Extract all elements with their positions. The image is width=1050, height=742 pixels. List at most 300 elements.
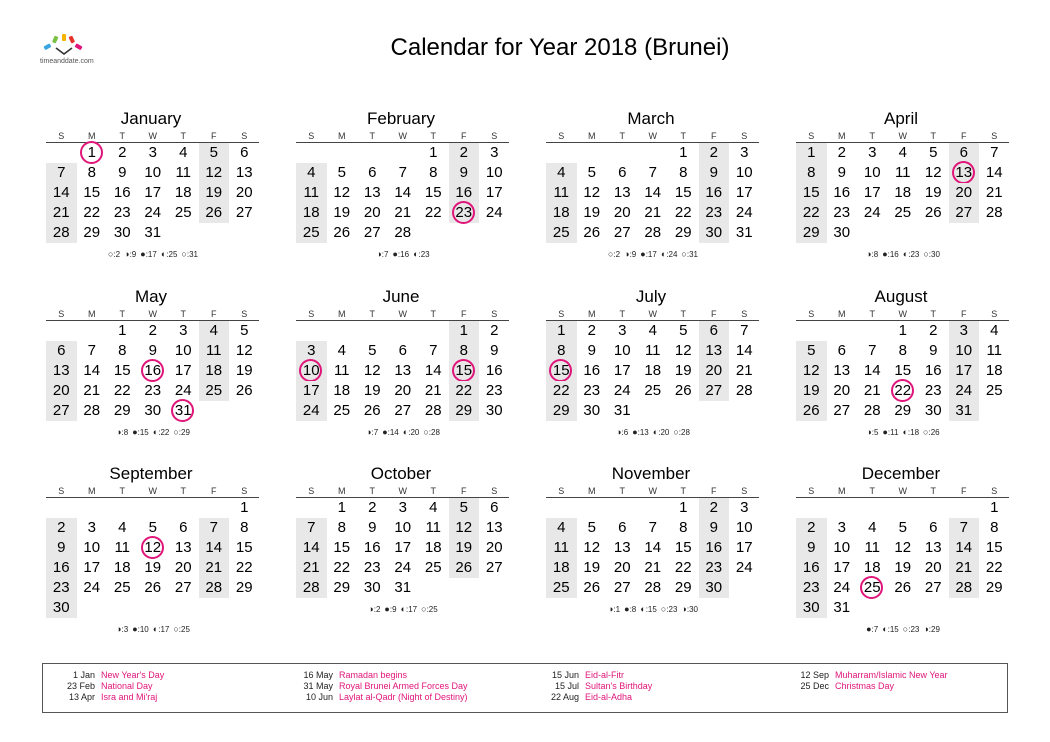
holiday-date: 16 May	[303, 670, 333, 680]
day-cell: 26	[363, 402, 381, 419]
moon-phase-icon: ◑	[624, 249, 630, 259]
day-cell: 10	[485, 164, 503, 181]
day-cell: 27	[46, 401, 77, 421]
month-name: November	[611, 464, 691, 483]
day-cell: 8	[546, 341, 577, 361]
moon-phase-icon: ○	[423, 427, 429, 437]
day-cell: 29	[449, 401, 480, 421]
moon-phases: ○:2 ◑:9 ●:17 ◐:24 ○:31	[608, 249, 698, 259]
moon-phase-day: 15	[139, 428, 149, 437]
moon-phase-icon: ●	[882, 249, 888, 259]
day-cell: 27	[924, 579, 942, 596]
day-cell: 22	[985, 559, 1003, 576]
empty-cell	[888, 498, 919, 518]
weekday-label: S	[741, 486, 748, 496]
weekday-label: W	[898, 309, 907, 319]
weekday-header	[792, 485, 1010, 497]
day-cell: 20	[924, 559, 942, 576]
day-cell: 4	[868, 519, 877, 536]
day-cell: 14	[985, 164, 1003, 181]
day-cell: 7	[740, 322, 749, 339]
day-cell: 30	[363, 579, 381, 596]
day-cell: 5	[449, 498, 480, 518]
moon-phase-day: 8	[123, 428, 129, 437]
weekday-label: T	[430, 486, 436, 496]
weekday-label: S	[241, 486, 248, 496]
holiday-day-cell: 25	[857, 578, 888, 598]
empty-cell	[546, 498, 577, 518]
weekday-label: S	[741, 309, 748, 319]
day-cell: 19	[449, 538, 480, 558]
day-cell: 12	[894, 539, 912, 556]
day-cell: 30	[833, 224, 851, 241]
holiday-date: 22 Aug	[550, 692, 579, 702]
day-cell: 2	[587, 322, 596, 339]
moon-phase-day: 31	[689, 250, 698, 259]
weekday-label: T	[680, 309, 686, 319]
moon-phase-icon: ◑	[616, 427, 622, 437]
moon-phase-icon: ●	[866, 624, 872, 634]
day-cell: 20	[46, 381, 77, 401]
day-cell: 2	[449, 143, 480, 163]
day-cell: 24	[735, 559, 753, 576]
weekday-header	[792, 130, 1010, 142]
day-cell: 24	[863, 204, 881, 221]
moon-phase-day: 28	[431, 428, 440, 437]
day-cell: 6	[837, 342, 846, 359]
day-cell: 6	[240, 144, 249, 161]
weekday-label: W	[898, 486, 907, 496]
day-cell: 8	[429, 164, 438, 181]
holiday-entry	[55, 670, 164, 681]
weekday-header	[42, 130, 260, 142]
moon-phases: ◑:8 ●:15 ◐:22 ○:29	[116, 427, 190, 437]
holiday-entry	[539, 670, 652, 681]
moon-phase-day: 23	[668, 605, 678, 614]
day-cell: 13	[833, 362, 851, 379]
holiday-day-cell: 16	[138, 361, 169, 381]
holiday-day-cell: 1	[77, 143, 108, 163]
day-grid	[542, 321, 760, 421]
day-cell: 13	[613, 539, 631, 556]
weekday-header	[542, 130, 760, 142]
moon-phase-day: 31	[189, 250, 198, 259]
day-cell: 8	[679, 519, 688, 536]
holiday-name: Ramadan begins	[339, 670, 408, 680]
day-cell: 26	[796, 401, 827, 421]
weekday-label: F	[461, 309, 467, 319]
weekday-header	[542, 485, 760, 497]
day-cell: 4	[337, 342, 346, 359]
day-cell: 7	[990, 144, 999, 161]
weekday-label: M	[588, 309, 596, 319]
month-name: February	[366, 109, 436, 128]
day-cell: 15	[113, 362, 131, 379]
day-cell: 8	[449, 341, 480, 361]
day-cell: 31	[949, 401, 980, 421]
day-cell: 11	[333, 362, 350, 379]
moon-phase-icon: ◑	[366, 427, 372, 437]
day-cell: 24	[613, 382, 631, 399]
day-cell: 5	[898, 519, 907, 536]
day-cell: 29	[674, 579, 692, 596]
day-cell: 28	[46, 223, 77, 243]
day-cell: 23	[699, 203, 730, 223]
day-cell: 29	[985, 579, 1003, 596]
moon-phase-day: 25	[181, 625, 190, 634]
day-cell: 24	[174, 382, 192, 399]
day-cell: 20	[235, 184, 253, 201]
moon-phase-day: 2	[115, 250, 121, 259]
weekday-header	[42, 308, 260, 320]
day-cell: 3	[740, 144, 749, 161]
day-cell: 26	[674, 382, 692, 399]
day-grid	[42, 321, 260, 421]
moon-phase-icon: ◐	[152, 624, 159, 634]
moon-phase-day: 23	[910, 250, 920, 259]
day-cell: 25	[985, 382, 1003, 399]
day-cell: 3	[148, 144, 157, 161]
weekday-label: S	[308, 486, 315, 496]
empty-cell	[577, 143, 608, 163]
holiday-name: National Day	[101, 681, 153, 691]
month-may	[42, 286, 260, 438]
moon-phase-day: 16	[889, 250, 899, 259]
day-cell: 15	[424, 184, 442, 201]
day-cell: 7	[868, 342, 877, 359]
day-grid	[292, 321, 510, 421]
day-cell: 23	[144, 382, 162, 399]
day-cell: 4	[990, 322, 999, 339]
day-cell: 20	[613, 559, 631, 576]
moon-phase-day: 30	[931, 250, 940, 259]
day-cell: 16	[699, 538, 730, 558]
moon-phase-day: 8	[873, 250, 879, 259]
weekday-label: S	[991, 131, 998, 141]
holiday-column	[55, 670, 164, 703]
day-cell: 14	[644, 184, 662, 201]
day-cell: 7	[648, 164, 657, 181]
day-cell: 29	[333, 579, 351, 596]
day-cell: 17	[613, 362, 631, 379]
month-january	[42, 108, 260, 260]
day-cell: 9	[929, 342, 938, 359]
day-cell: 26	[449, 558, 480, 578]
day-cell: 6	[368, 164, 377, 181]
day-cell: 6	[618, 164, 627, 181]
weekday-label: M	[88, 309, 96, 319]
day-cell: 15	[674, 184, 692, 201]
weekday-label: S	[558, 486, 565, 496]
moon-phase-icon: ◐	[902, 427, 908, 437]
weekday-header	[292, 130, 510, 142]
day-grid	[542, 143, 760, 243]
day-cell: 3	[296, 341, 327, 361]
day-cell: 12	[924, 164, 942, 181]
day-cell: 15	[894, 362, 912, 379]
weekday-label: S	[241, 131, 248, 141]
weekday-label: W	[148, 486, 157, 496]
weekday-label: F	[211, 486, 217, 496]
moon-phase-day: 7	[373, 428, 379, 437]
empty-cell	[327, 143, 358, 163]
weekday-label: M	[338, 486, 346, 496]
day-cell: 26	[199, 203, 230, 223]
empty-cell	[46, 321, 77, 341]
weekday-label: F	[961, 486, 967, 496]
moon-phase-icon: ◐	[902, 249, 909, 259]
moon-phase-icon: ◑	[376, 249, 382, 259]
day-cell: 22	[449, 381, 480, 401]
holiday-name: Royal Brunei Armed Forces Day	[339, 681, 468, 691]
weekday-label: T	[369, 131, 375, 141]
day-cell: 28	[949, 578, 980, 598]
day-cell: 12	[235, 342, 253, 359]
day-cell: 5	[679, 322, 688, 339]
day-cell: 15	[985, 539, 1003, 556]
weekday-label: T	[930, 486, 936, 496]
month-name: March	[627, 109, 675, 128]
moon-phase-day: 24	[668, 250, 678, 259]
holiday-name: Christmas Day	[835, 681, 895, 691]
day-cell: 5	[337, 164, 346, 181]
day-cell: 10	[833, 539, 851, 556]
day-cell: 31	[144, 224, 162, 241]
month-march	[542, 108, 760, 260]
moon-phase-icon: ○	[660, 604, 667, 614]
day-cell: 29	[796, 223, 827, 243]
moon-phase-icon: ◐	[640, 604, 646, 614]
day-cell: 4	[199, 321, 230, 341]
day-cell: 17	[863, 184, 881, 201]
holiday-date: 12 Sep	[800, 670, 829, 680]
moon-phase-icon: ●	[132, 624, 138, 634]
weekday-label: S	[241, 309, 248, 319]
weekday-header	[292, 485, 510, 497]
holiday-name: New Year's Day	[101, 670, 165, 680]
empty-cell	[388, 143, 419, 163]
day-cell: 9	[796, 538, 827, 558]
moon-phases: ●:7 ◐:15 ○:23 ◑:29	[866, 624, 940, 634]
day-cell: 6	[46, 341, 77, 361]
month-name: December	[861, 464, 941, 483]
moon-phase-day: 23	[420, 250, 430, 259]
day-cell: 16	[833, 184, 851, 201]
day-cell: 13	[46, 361, 77, 381]
day-cell: 28	[735, 382, 753, 399]
day-cell: 26	[583, 224, 601, 241]
day-cell: 17	[174, 362, 192, 379]
moon-phase-icon: ◐	[400, 604, 406, 614]
day-cell: 12	[583, 539, 601, 556]
weekday-header	[42, 485, 260, 497]
day-cell: 17	[833, 559, 851, 576]
day-cell: 22	[83, 204, 101, 221]
holiday-entry	[539, 692, 652, 703]
day-cell: 6	[929, 519, 938, 536]
day-cell: 21	[644, 204, 662, 221]
day-cell: 1	[429, 144, 438, 161]
day-cell: 27	[833, 402, 851, 419]
weekday-label: T	[369, 309, 375, 319]
empty-cell	[418, 321, 449, 341]
weekday-header	[292, 308, 510, 320]
moon-phases: ◑:2 ●:9 ◐:17 ○:25	[368, 604, 438, 614]
day-cell: 30	[796, 598, 827, 618]
day-cell: 19	[144, 559, 162, 576]
moon-phase-icon: ◑	[368, 604, 374, 614]
weekday-label: F	[461, 486, 467, 496]
day-cell: 4	[648, 322, 657, 339]
holiday-date: 31 May	[303, 681, 333, 691]
empty-cell	[296, 498, 327, 518]
holiday-entry	[293, 670, 468, 681]
day-cell: 30	[699, 223, 730, 243]
day-cell: 20	[833, 382, 851, 399]
month-name: June	[382, 287, 420, 306]
day-cell: 30	[485, 402, 503, 419]
day-cell: 29	[113, 402, 131, 419]
day-cell: 12	[199, 163, 230, 183]
day-cell: 4	[546, 518, 577, 538]
weekday-label: S	[308, 131, 315, 141]
day-cell: 23	[796, 578, 827, 598]
day-cell: 29	[83, 224, 101, 241]
day-cell: 2	[699, 143, 730, 163]
empty-cell	[327, 321, 358, 341]
empty-cell	[296, 321, 327, 341]
day-cell: 9	[699, 518, 730, 538]
moon-phases: ◑:1 ●:8 ◐:15 ○:23 ◑:30	[608, 604, 698, 614]
day-cell: 23	[113, 204, 131, 221]
empty-cell	[388, 321, 419, 341]
holiday-column	[539, 670, 652, 703]
day-cell: 22	[333, 559, 351, 576]
moon-phase-day: 7	[873, 625, 879, 634]
day-cell: 18	[174, 184, 192, 201]
day-cell: 19	[583, 204, 601, 221]
moon-phase-icon: ●	[392, 249, 398, 259]
day-cell: 16	[796, 558, 827, 578]
weekday-label: T	[369, 486, 375, 496]
day-cell: 3	[740, 499, 749, 516]
month-name: September	[109, 464, 193, 483]
day-cell: 12	[674, 342, 692, 359]
day-cell: 2	[46, 518, 77, 538]
weekday-label: T	[619, 131, 625, 141]
day-cell: 11	[986, 342, 1003, 359]
month-name: October	[370, 464, 432, 483]
weekday-label: T	[619, 486, 625, 496]
weekday-label: S	[808, 486, 815, 496]
day-cell: 21	[644, 559, 662, 576]
day-cell: 12	[796, 361, 827, 381]
weekday-label: W	[648, 131, 657, 141]
day-cell: 6	[179, 519, 188, 536]
day-cell: 13	[485, 519, 503, 536]
day-cell: 19	[894, 559, 912, 576]
moon-phase-day: 2	[375, 605, 381, 614]
month-name: April	[883, 109, 918, 128]
moon-phase-icon: ◑	[116, 624, 122, 634]
weekday-header	[542, 308, 760, 320]
day-cell: 11	[864, 539, 881, 556]
day-cell: 27	[699, 381, 730, 401]
day-cell: 29	[674, 224, 692, 241]
moon-phases: ◑:8 ●:16 ◐:23 ○:30	[866, 249, 940, 259]
day-cell: 30	[924, 402, 942, 419]
day-cell: 16	[485, 362, 503, 379]
weekday-label: S	[58, 309, 65, 319]
day-cell: 24	[949, 381, 980, 401]
holiday-name: Muharram/Islamic New Year	[835, 670, 948, 680]
day-cell: 5	[148, 519, 157, 536]
day-cell: 25	[546, 223, 577, 243]
day-cell: 23	[46, 578, 77, 598]
day-cell: 9	[368, 519, 377, 536]
day-cell: 27	[394, 402, 412, 419]
day-cell: 11	[644, 342, 661, 359]
day-cell: 19	[333, 204, 351, 221]
moon-phases: ◑:7 ●:16 ◐:23	[376, 249, 430, 259]
day-cell: 3	[87, 519, 96, 536]
day-cell: 7	[46, 163, 77, 183]
weekday-label: T	[119, 486, 125, 496]
holiday-name: Isra and Mi'raj	[101, 692, 158, 702]
day-cell: 9	[449, 163, 480, 183]
moon-phase-day: 15	[647, 605, 657, 614]
day-cell: 25	[424, 559, 442, 576]
day-cell: 7	[949, 518, 980, 538]
weekday-label: W	[898, 131, 907, 141]
day-cell: 17	[144, 184, 162, 201]
weekday-label: F	[961, 309, 967, 319]
moon-phase-icon: ◑	[124, 249, 130, 259]
day-cell: 17	[394, 539, 412, 556]
weekday-label: W	[398, 486, 407, 496]
moon-phase-day: 29	[931, 625, 940, 634]
day-cell: 10	[863, 164, 881, 181]
holiday-name: Laylat al-Qadr (Night of Destiny)	[339, 692, 468, 702]
weekday-label: W	[398, 309, 407, 319]
weekday-label: T	[180, 309, 186, 319]
day-cell: 9	[699, 163, 730, 183]
day-cell: 31	[613, 402, 631, 419]
weekday-label: S	[558, 131, 565, 141]
day-cell: 5	[199, 143, 230, 163]
month-april	[792, 108, 1010, 260]
day-cell: 5	[587, 519, 596, 536]
weekday-label: F	[211, 309, 217, 319]
weekday-label: F	[961, 131, 967, 141]
day-cell: 11	[546, 538, 577, 558]
moon-phase-day: 15	[889, 625, 899, 634]
moon-phase-icon: ○	[421, 604, 427, 614]
day-cell: 23	[363, 559, 381, 576]
weekday-label: S	[58, 131, 65, 141]
day-cell: 11	[546, 183, 577, 203]
weekday-label: M	[838, 309, 846, 319]
day-cell: 19	[674, 362, 692, 379]
holiday-date: 15 Jun	[551, 670, 579, 680]
moon-phase-icon: ◐	[882, 624, 888, 634]
weekday-label: M	[838, 486, 846, 496]
day-cell: 5	[368, 342, 377, 359]
day-cell: 19	[796, 381, 827, 401]
day-cell: 27	[613, 224, 631, 241]
day-cell: 10	[174, 342, 192, 359]
day-cell: 14	[394, 184, 412, 201]
